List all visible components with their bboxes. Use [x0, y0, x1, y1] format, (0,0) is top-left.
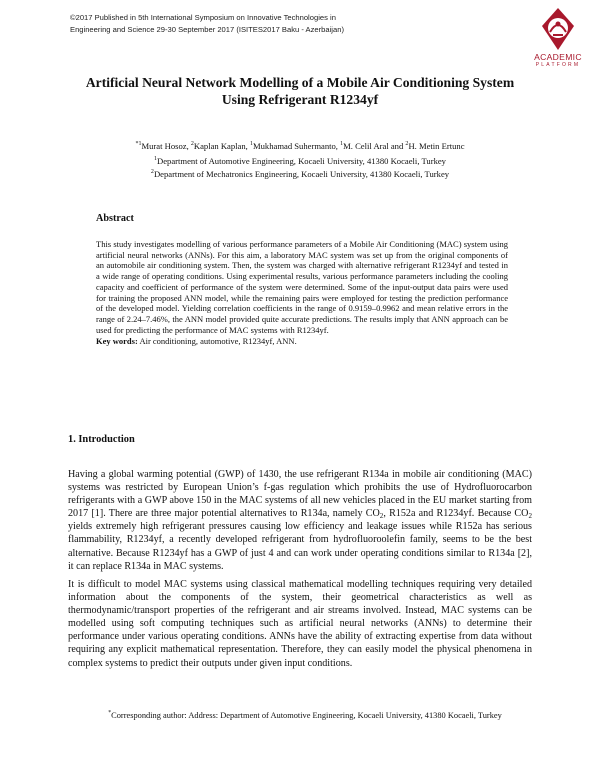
paper-title: [70, 74, 530, 108]
author-mark: 1: [249, 141, 253, 148]
subscript: 2: [379, 512, 384, 521]
author-list: [70, 140, 530, 152]
paragraph-text: Having a global warming potential (GWP) of 1430, the use refrigerant R134a in mobile air conditioning (MAC) systems was restricted by European Union’s f-gas regulation which prohibits the use of Hydrofluorocarbon refrigerants with a GWP above 150 in the MAC systems of all new vehicles placed in the EU market starting from 2017 [1]. There are three major potential alternatives to R134a, namely CO: [68, 469, 532, 520]
affiliation-text: Department of Mechatronics Engineering, Kocaeli University, 41380 Kocaeli, Turkey: [153, 169, 450, 179]
conference-header-line-2: Engineering and Science 29-30 September 2017 (ISITES2017 Baku - Azerbaijan): [70, 25, 344, 34]
author-mark: 1: [340, 141, 344, 148]
paragraph-text: , R152a and R1234yf. Because CO: [383, 508, 529, 520]
subscript: 2: [528, 512, 532, 521]
author-name: Murat Hosoz,: [141, 141, 191, 151]
academic-platform-logo: [522, 6, 594, 76]
logo-emblem-icon: [536, 6, 580, 52]
keywords: [96, 336, 508, 346]
author-name: Mukhamad Suhermanto,: [252, 141, 341, 151]
footnote-text: Corresponding author: Address: Department of Automotive Engineering, Kocaeli University, 41380 Kocaeli, Turkey: [111, 711, 502, 720]
affiliation-mark: 1: [154, 156, 158, 163]
paragraph-text: yields extremely high refrigerant pressures causing low efficiency and leakage issues while R152a has serious flammability, R1234yf, a recently developed refrigerant from hydrofluoroolefin family, seems to be the best alternative. Because R1234yf has a GWP of just 4 and can work under operating conditions similar to R134a [2], it can replace R134a in MAC systems.: [68, 521, 532, 572]
affiliation-1: [70, 155, 530, 167]
introduction-paragraph-1: [68, 468, 532, 573]
introduction-heading: 1. Introduction: [68, 434, 135, 445]
author-name: M. Celil Aral and: [343, 141, 406, 151]
abstract-heading: Abstract: [96, 213, 134, 224]
affiliation-text: Department of Automotive Engineering, Kocaeli University, 41380 Kocaeli, Turkey: [157, 156, 446, 166]
corresponding-author-footnote: [80, 710, 530, 722]
author-mark: 2: [405, 141, 409, 148]
author-mark: *1: [135, 141, 142, 148]
affiliation-2: [70, 168, 530, 180]
conference-header: [70, 12, 470, 36]
conference-header-line-1: ©2017 Published in 5th International Symposium on Innovative Technologies in: [70, 13, 336, 22]
logo-name: ACADEMIC: [534, 52, 582, 62]
keywords-label: Key words:: [96, 336, 138, 346]
footnote-mark: *: [108, 710, 112, 717]
introduction-paragraph-2: It is difficult to model MAC systems using classical mathematical modelling techniques requiring very detailed information about the components of the system, their geometrical characteristics as well as thermodynamic/transport properties of the refrigerant and air streams involved. Instead, MAC systems can be modelled using soft computing techniques such as artificial neural networks (ANNs) to determine their performance under various operating conditions. ANNs have the ability of extracting expertise from data without requiring any explicit mathematical representation. Therefore, they can easily model the physical phenomena in complex systems to predict their outputs under given input conditions.: [68, 579, 532, 669]
paper-title-line-2: Using Refrigerant R1234yf: [221, 92, 379, 107]
logo-subtitle: PLATFORM: [535, 62, 581, 68]
affiliation-mark: 2: [150, 169, 154, 176]
author-name: H. Metin Ertunc: [408, 141, 465, 151]
abstract-body: This study investigates modelling of various performance parameters of a Mobile Air Conditioning (MAC) system using artificial neural networks (ANNs). For this aim, a laboratory MAC system was set up from the original components of an automobile air conditioning system. Then, the system was charged with alternative refrigerant R1234yf and tested in a wide range of operating conditions. Using experimental results, various performance parameters including the cooling capacity and coefficient of performance of the system were determined. Some of the input-output data pairs were used for training the proposed ANN model, while the remaining pairs were employed for testing the prediction performance of the developed model. Yielding correlation coefficients in the range of 0.9159–0.9962 and mean relative errors in the range of 2.24–7.46%, the ANN model provided quite accurate predictions. The results imply that ANN approach can be used for predicting the performance of MAC systems with R1234yf.: [96, 239, 508, 335]
paper-title-line-1: Artificial Neural Network Modelling of a Mobile Air Conditioning System: [85, 75, 515, 90]
author-mark: 2: [190, 141, 194, 148]
keywords-text: Air conditioning, automotive, R1234yf, ANN.: [137, 336, 297, 346]
author-name: Kaplan Kaplan,: [193, 141, 250, 151]
